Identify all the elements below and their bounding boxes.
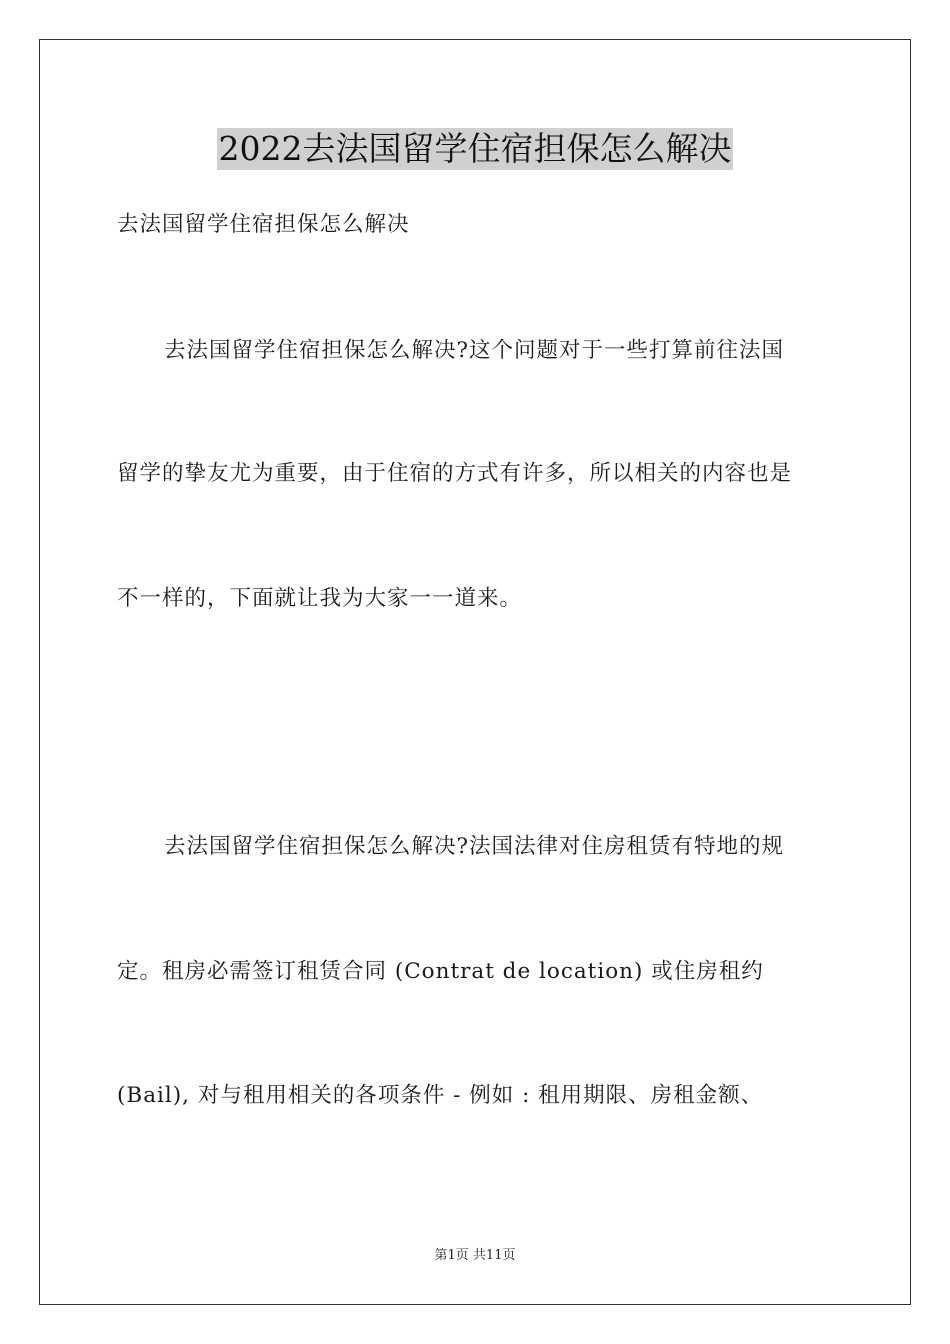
paragraph-2-line-3: (Bail), 对与租用相关的各项条件 - 例如 : 租用期限、房租金额、 (117, 1083, 764, 1108)
paragraph-1-line-3: 不一样的，下面就让我为大家一一道来。 (117, 586, 523, 611)
paragraph-2-line-1: 去法国留学住宿担保怎么解决?法国法律对住房租赁有特地的规 (164, 834, 785, 859)
document-subtitle: 去法国留学住宿担保怎么解决 (117, 212, 410, 237)
title-container (0, 128, 950, 170)
paragraph-1-line-1: 去法国留学住宿担保怎么解决?这个问题对于一些打算前往法国 (164, 338, 785, 363)
paragraph-2-line-2: 定。租房必需签订租赁合同 (Contrat de location) 或住房租约 (117, 959, 764, 984)
document-title: 2022去法国留学住宿担保怎么解决 (218, 129, 732, 168)
page-footer: 第1页 共11页 (434, 1248, 516, 1263)
paragraph-1-line-2: 留学的挚友尤为重要，由于住宿的方式有许多，所以相关的内容也是 (117, 461, 793, 486)
